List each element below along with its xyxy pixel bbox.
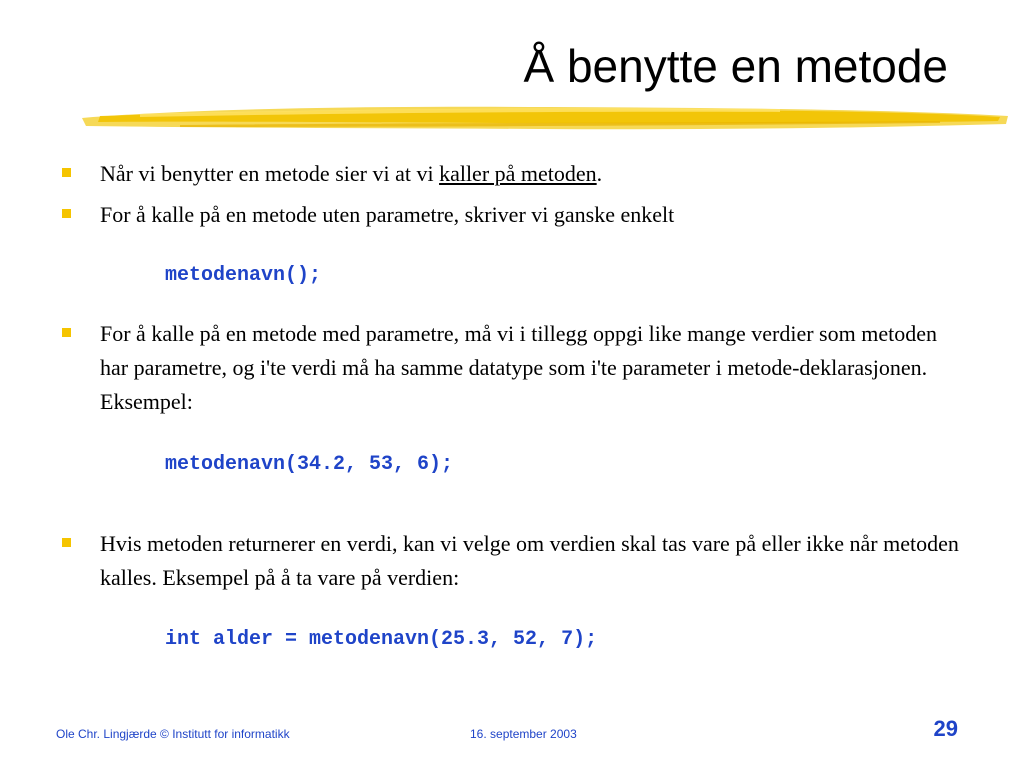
bullet-1-end: . (596, 161, 603, 186)
slide-title: Å benytte en metode (523, 40, 948, 92)
bullet-4-text: Hvis metoden returnerer en verdi, kan vi velge om verdien skal tas vare på eller ikke når metoden kalles. Eksempel på å ta vare på verdien: (100, 531, 959, 590)
title-highlighter-stroke (80, 96, 1010, 136)
bullet-1-underlined-term: kaller på metoden (439, 161, 597, 186)
bullet-3-text: For å kalle på en metode med parametre, må vi i tillegg oppgi like mange verdier som metoden har parametre, og i'te verdi må ha samme datatype som i'te parameter i metode-deklarasjonen. Eksempel: (100, 321, 937, 414)
bullet-1-text: Når vi benytter en metode sier vi at vi (100, 161, 440, 186)
code-example-3: int alder = metodenavn(25.3, 52, 7); (165, 628, 598, 651)
code-example-1: metodenavn(); (165, 264, 322, 287)
bullet-square-icon (62, 538, 71, 547)
page-number: 29 (933, 716, 958, 741)
footer-date: 16. september 2003 (470, 727, 577, 741)
bullet-square-icon (62, 328, 71, 337)
code-example-2: metodenavn(34.2, 53, 6); (165, 453, 454, 476)
footer-author: Ole Chr. Lingjærde © Institutt for informatikk (56, 727, 290, 741)
bullet-square-icon (62, 209, 71, 218)
bullet-square-icon (62, 168, 71, 177)
bullet-2-text: For å kalle på en metode uten parametre, skriver vi ganske enkelt (100, 202, 675, 227)
